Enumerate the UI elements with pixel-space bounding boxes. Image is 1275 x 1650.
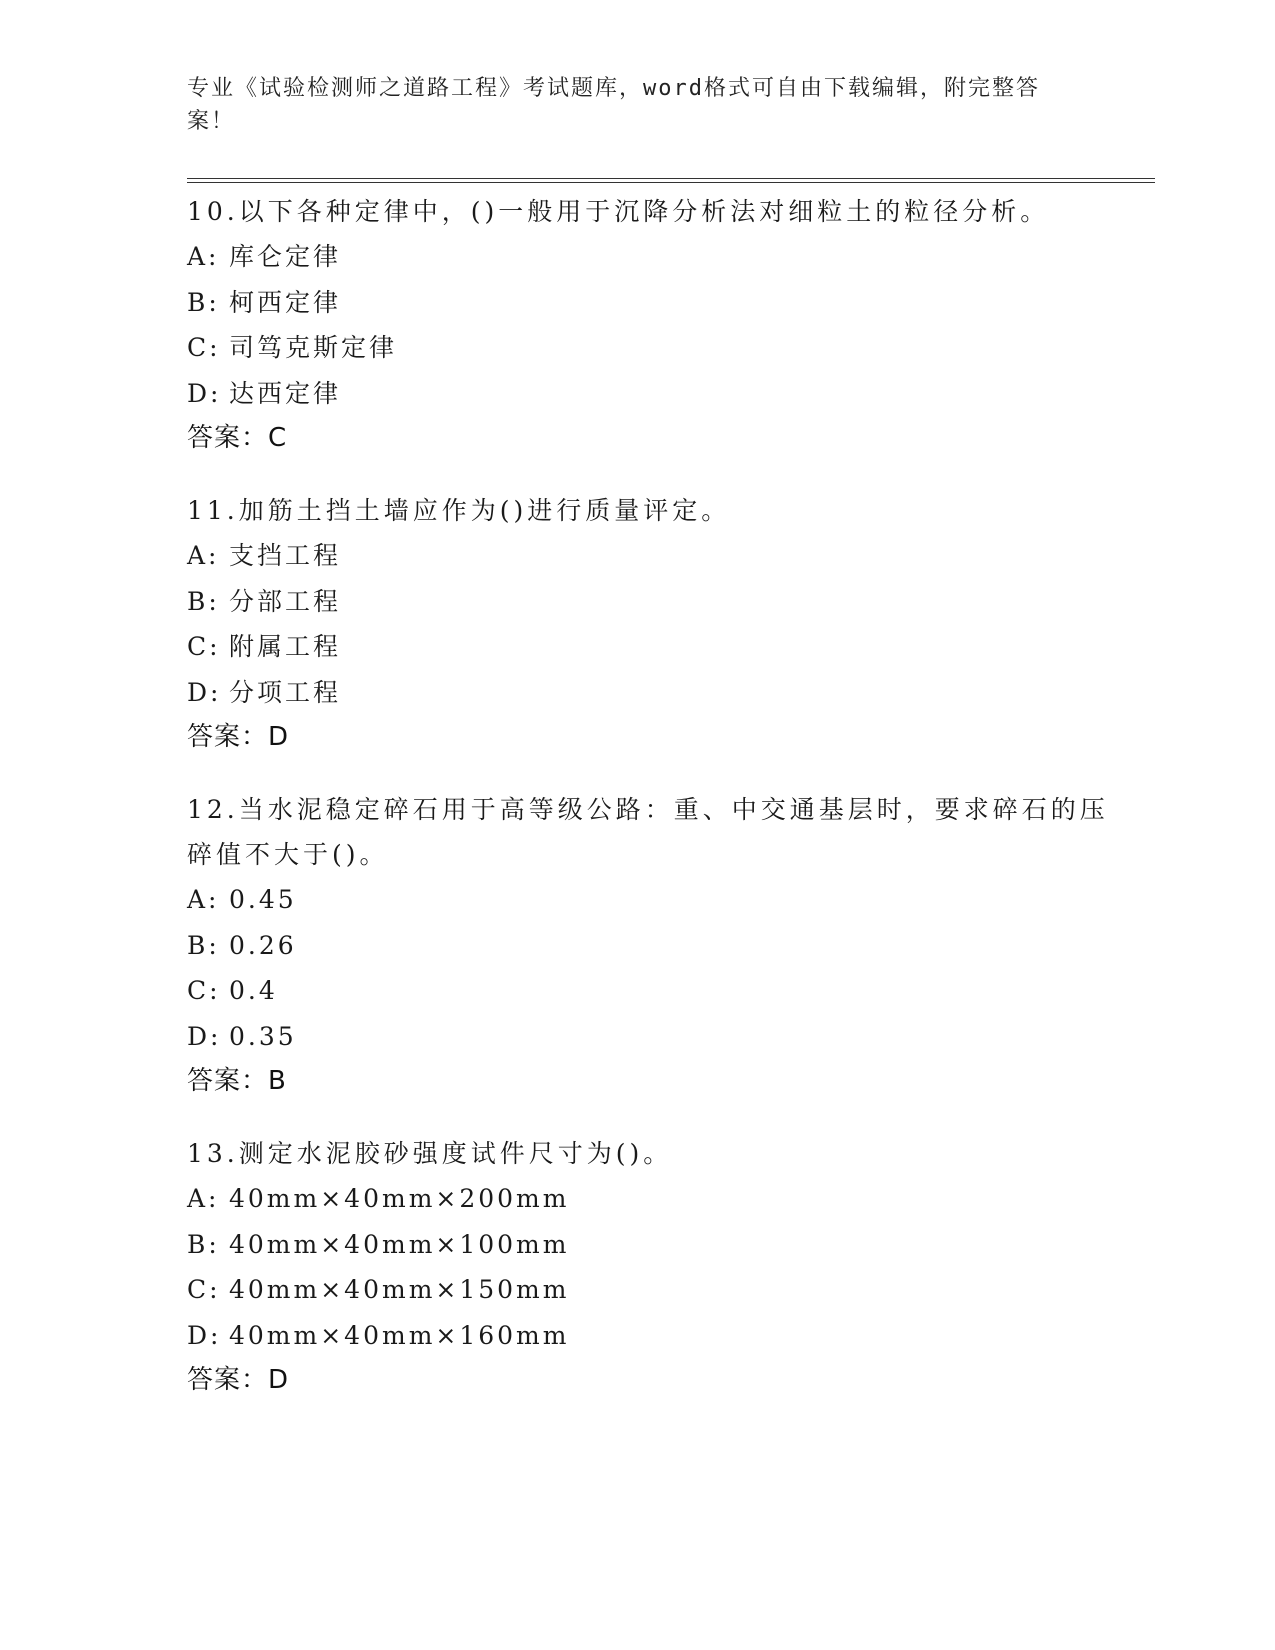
option-letter: D:: [187, 1320, 222, 1350]
header-intro-text: 专业《试验检测师之道路工程》考试题库，word格式可自由下载编辑，附完整答案！: [187, 76, 1040, 134]
option-letter: A:: [187, 242, 220, 271]
option-text: 40mm×40mm×200mm: [229, 1184, 570, 1213]
option-letter: B:: [187, 930, 220, 960]
option-d: [187, 670, 1117, 716]
question-11: [187, 488, 1117, 760]
option-letter: A:: [187, 541, 220, 570]
option-d: [187, 371, 1117, 417]
option-b: [187, 923, 1117, 969]
option-text: 分部工程: [229, 586, 342, 616]
option-letter: C:: [187, 632, 221, 661]
option-letter: C:: [187, 976, 221, 1005]
option-c: [187, 325, 1117, 371]
option-letter: B:: [187, 586, 220, 616]
option-c: [187, 1267, 1117, 1313]
option-text: 40mm×40mm×160mm: [229, 1320, 570, 1350]
option-a: [187, 234, 1117, 280]
option-d: [187, 1313, 1117, 1359]
option-d: [187, 1014, 1117, 1060]
question-stem: 13.测定水泥胶砂强度试件尺寸为()。: [187, 1139, 673, 1168]
option-text: 司笃克斯定律: [229, 333, 398, 362]
question-stem: 12.当水泥稳定碎石用于高等级公路：重、中交通基层时，要求碎石的压碎值不大于()。: [187, 795, 1109, 869]
option-letter: C:: [187, 333, 221, 362]
option-a: [187, 533, 1117, 579]
option-letter: C:: [187, 1275, 221, 1304]
option-text: 0.4: [229, 976, 278, 1005]
option-a: [187, 877, 1117, 923]
option-text: 库仑定律: [229, 242, 342, 271]
option-text: 附属工程: [229, 632, 342, 661]
option-text: 支挡工程: [229, 541, 342, 570]
option-letter: B:: [187, 287, 220, 317]
option-text: 柯西定律: [229, 287, 342, 317]
answer-line: 答案：B: [187, 1066, 287, 1096]
option-a: [187, 1176, 1117, 1222]
document-header: [187, 72, 1067, 138]
option-c: [187, 968, 1117, 1014]
option-letter: D:: [187, 378, 222, 408]
answer-line: 答案：D: [187, 1365, 290, 1395]
question-stem: 11.加筋土挡土墙应作为()进行质量评定。: [187, 496, 731, 525]
option-c: [187, 624, 1117, 670]
answer-line: 答案：D: [187, 722, 290, 752]
option-letter: B:: [187, 1229, 220, 1259]
option-letter: D:: [187, 1021, 222, 1051]
answer-line: 答案：C: [187, 423, 288, 453]
option-text: 分项工程: [229, 677, 342, 707]
option-letter: D:: [187, 677, 222, 707]
option-text: 达西定律: [229, 378, 342, 408]
question-list: [187, 189, 1117, 1430]
header-divider: [187, 178, 1155, 183]
option-text: 40mm×40mm×150mm: [229, 1275, 570, 1304]
option-text: 0.35: [229, 1021, 297, 1051]
question-12: [187, 787, 1117, 1104]
option-text: 40mm×40mm×100mm: [229, 1229, 570, 1259]
question-13: [187, 1131, 1117, 1403]
option-text: 0.45: [229, 885, 297, 914]
question-10: [187, 189, 1117, 461]
option-b: [187, 1222, 1117, 1268]
question-stem: 10.以下各种定律中，()一般用于沉降分析法对细粒土的粒径分析。: [187, 197, 1050, 226]
option-letter: A:: [187, 885, 220, 914]
option-b: [187, 280, 1117, 326]
option-letter: A:: [187, 1184, 220, 1213]
option-text: 0.26: [229, 930, 297, 960]
option-b: [187, 579, 1117, 625]
